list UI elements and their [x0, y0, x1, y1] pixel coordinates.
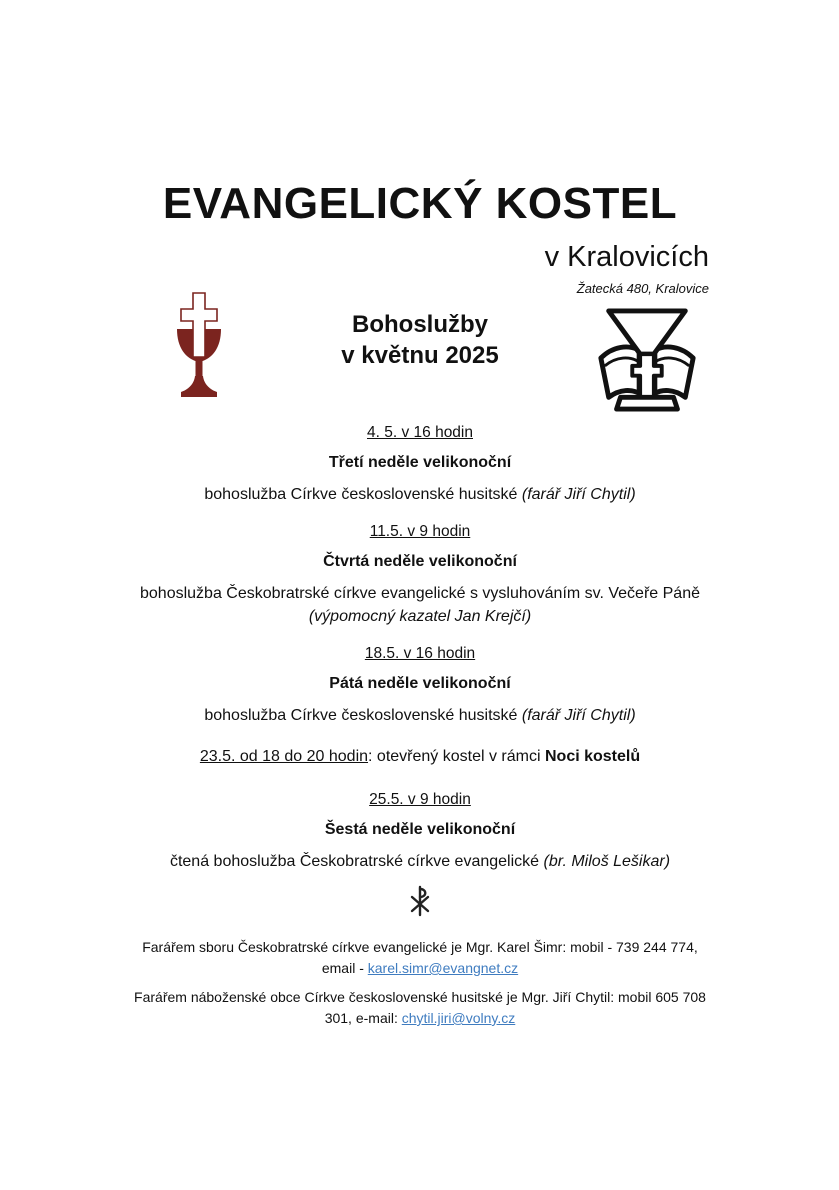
month-heading-line1: Bohoslužby: [352, 311, 488, 338]
email-link-volny[interactable]: chytil.jiri@volny.cz: [401, 1010, 516, 1026]
chalice-on-bible-icon: [593, 305, 701, 420]
service-title: Čtvrtá neděle velikonoční: [323, 553, 517, 570]
content-column: [129, 180, 711, 1037]
service-entry-3: [129, 644, 711, 727]
service-title: Šestá neděle velikonoční: [324, 821, 516, 838]
service-title: Třetí neděle velikonoční: [328, 454, 512, 471]
service-body-text: bohoslužba Církve československé husitské: [204, 486, 518, 503]
service-note: (br. Miloš Lešikar): [543, 853, 671, 870]
service-title: Pátá neděle velikonoční: [329, 675, 511, 692]
special-event-highlight: Noci kostelů: [544, 748, 641, 765]
service-note: (farář Jiří Chytil): [521, 707, 636, 724]
special-event-date: 23.5. od 18 do 20 hodin: [199, 748, 369, 765]
service-note: (farář Jiří Chytil): [521, 486, 636, 503]
service-list: [129, 423, 711, 873]
service-description: [140, 704, 700, 727]
service-description: [140, 850, 700, 873]
email-link-evangnet[interactable]: karel.simr@evangnet.cz: [367, 960, 519, 976]
service-entry-1: [129, 423, 711, 506]
contact-hussite: [129, 987, 711, 1029]
service-entry-4: [129, 790, 711, 873]
contact-footer: [129, 937, 711, 1029]
service-date: 4. 5. v 16 hodin: [367, 424, 473, 441]
service-body-text: čtená bohoslužba Českobratrské církve evangelické: [169, 853, 540, 870]
service-description: [140, 582, 700, 628]
header-row: [129, 301, 711, 417]
service-body-text: bohoslužba Českobratrské církve evangelické s vysluhováním sv. Večeře Páně: [140, 585, 700, 602]
service-body-text: bohoslužba Církve československé husitské: [204, 707, 518, 724]
page-subtitle: v Kralovicích: [544, 241, 709, 273]
contact-evangelical: [129, 937, 711, 979]
service-entry-2: [129, 522, 711, 628]
contact-text: Farářem náboženské obce Církve československé husitské je Mgr. Jiří Chytil: mobil 605 708 301, e-mail:: [134, 989, 706, 1026]
service-date: 25.5. v 9 hodin: [369, 791, 471, 808]
chi-rho-icon: [129, 885, 711, 919]
night-of-churches-line: [129, 745, 711, 768]
service-note: (výpomocný kazatel Jan Krejčí): [308, 608, 532, 625]
special-event-text: : otevřený kostel v rámci: [368, 748, 541, 765]
page-title: EVANGELICKÝ KOSTEL: [162, 179, 678, 228]
month-heading-line2: v květnu 2025: [341, 342, 499, 369]
service-date: 11.5. v 9 hodin: [369, 523, 471, 540]
service-description: [140, 483, 700, 506]
contact-text: Farářem sboru Českobratrské církve evangelické je Mgr. Karel Šimr: mobil - 739 244 774, email -: [142, 939, 698, 976]
service-date: 18.5. v 16 hodin: [364, 645, 476, 662]
address-line: Žatecká 480, Kralovice: [576, 281, 709, 296]
